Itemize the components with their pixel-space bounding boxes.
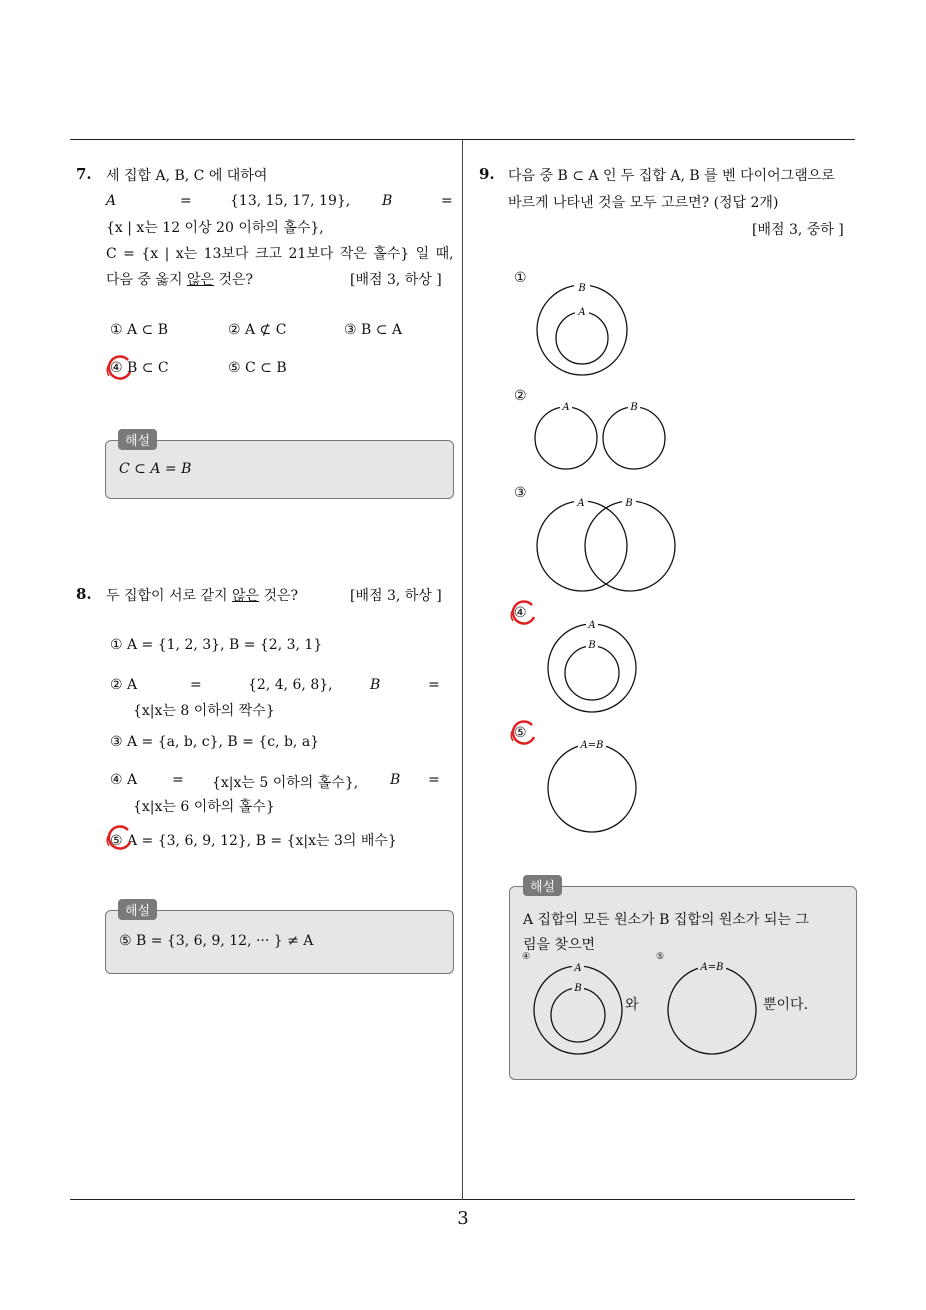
venn-label-b: B: [588, 640, 596, 651]
q7-choice-3[interactable]: ③ B ⊂ A: [344, 322, 403, 338]
solution-venn-4: [530, 962, 630, 1062]
q8-number: 8.: [76, 585, 92, 603]
q9-line2: 바르게 나타낸 것을 모두 고르면? (정답 2개): [508, 195, 779, 211]
q8-choice-1[interactable]: ① A = {1, 2, 3}, B = {2, 3, 1}: [110, 637, 323, 653]
q7-choice-5[interactable]: ⑤ C ⊂ B: [228, 360, 287, 376]
q7-choice-4[interactable]: ④ B ⊂ C: [110, 360, 169, 376]
q7-line2-eq2: =: [441, 193, 453, 209]
solution-venn-5: [664, 962, 764, 1062]
q7-solution-tag: 해설: [118, 429, 157, 450]
q9-solution-num-5: ⑤: [656, 952, 665, 962]
q7-score: [배점 3, 하상 ]: [350, 272, 442, 288]
q7-solution-text: C ⊂ A = B: [119, 461, 192, 477]
q8-choice-2-b: B: [370, 677, 381, 693]
q7-line2-b: B: [382, 193, 393, 209]
q8-choice-5[interactable]: ⑤ A = {3, 6, 9, 12}, B = {x|x는 3의 배수}: [110, 833, 397, 849]
q9-option-3[interactable]: ③: [514, 485, 527, 501]
venn-diagram-2: [534, 400, 674, 480]
q7-line2-eq: =: [180, 193, 192, 209]
venn-label-a: A: [577, 498, 585, 509]
q7-line4: C = {x | x는 13보다 크고 21보다 작은 홀수} 일 때,: [106, 246, 454, 262]
q8-choice-2-eq: =: [190, 677, 202, 693]
q8-line1-underline: 않은: [232, 588, 260, 604]
q7-line5-underline: 않은: [186, 272, 215, 288]
q8-choice-4-eq: =: [172, 772, 184, 788]
answer-mark-icon: [508, 599, 538, 629]
q7-line2-a: A: [106, 193, 117, 209]
venn-label-b: B: [578, 283, 586, 294]
venn-label-b: B: [625, 498, 633, 509]
q7-choice-2[interactable]: ② A ⊄ C: [228, 322, 287, 338]
venn-label-a: A: [588, 620, 596, 631]
q9-option-1[interactable]: ①: [514, 270, 527, 286]
q7-line5-pre: 다음 중 옳지: [106, 272, 187, 288]
q7-choice-1[interactable]: ① A ⊂ B: [110, 322, 169, 338]
q8-solution-text: ⑤ B = {3, 6, 9, 12, ··· } ≠ A: [119, 933, 314, 949]
q9-solution-line1: A 집합의 모든 원소가 B 집합의 원소가 되는 그: [523, 912, 809, 928]
q8-choice-4-eq2: =: [428, 772, 440, 788]
answer-mark-icon: [104, 824, 134, 854]
q7-line1: 세 집합 A, B, C 에 대하여: [106, 168, 268, 184]
q8-solution-tag: 해설: [118, 899, 157, 920]
venn-label-a: A: [574, 963, 582, 974]
q7-line2-set: {13, 15, 17, 19},: [230, 193, 351, 209]
q9-option-4[interactable]: ④: [514, 605, 527, 621]
q8-choice-2-a[interactable]: ② A: [110, 677, 138, 693]
answer-mark-icon: [508, 719, 538, 749]
q9-score: [배점 3, 중하 ]: [752, 222, 844, 238]
q7-number: 7.: [76, 165, 92, 183]
q8-choice-4-a[interactable]: ④ A: [110, 772, 138, 788]
q9-option-5[interactable]: ⑤: [514, 725, 527, 741]
q7-line5: [106, 269, 253, 289]
q8-choice-2-eq2: =: [428, 677, 440, 693]
venn-diagram-3: [534, 496, 684, 596]
q8-choice-4-line2: {x|x는 6 이하의 홀수}: [133, 799, 275, 815]
venn-label-b: B: [630, 402, 638, 413]
venn-diagram-5: [542, 740, 642, 840]
venn-label-b: B: [574, 983, 582, 994]
q9-solution-end: 뿐이다.: [763, 997, 809, 1013]
venn-diagram-4: [542, 618, 642, 718]
q8-line1-pre: 두 집합이 서로 같지: [106, 588, 232, 604]
answer-mark-icon: [104, 354, 134, 384]
q8-line1-post: 것은?: [259, 588, 299, 604]
q8-choice-2-set: {2, 4, 6, 8},: [248, 677, 333, 693]
q7-line5-post: 것은?: [214, 272, 254, 288]
q8-choice-2-line2: {x|x는 8 이하의 짝수}: [133, 703, 275, 719]
q9-solution-line2: 림을 찾으면: [523, 937, 596, 953]
q9-solution-tag: 해설: [523, 875, 562, 896]
q7-line3: {x | x는 12 이상 20 이하의 홀수},: [106, 220, 324, 236]
venn-label-a: A: [562, 402, 570, 413]
q9-option-2[interactable]: ②: [514, 388, 527, 404]
q8-score: [배점 3, 하상 ]: [350, 588, 442, 604]
q9-solution-wa: 와: [625, 997, 639, 1013]
page-number: 3: [457, 1208, 469, 1229]
venn-diagram-1: [532, 282, 632, 382]
q9-number: 9.: [479, 165, 495, 183]
venn-label-ab: A=B: [580, 740, 604, 751]
q8-choice-3[interactable]: ③ A = {a, b, c}, B = {c, b, a}: [110, 734, 320, 750]
q8-line1: [106, 585, 298, 605]
q9-line1: 다음 중 B ⊂ A 인 두 집합 A, B 를 벤 다이어그램으로: [508, 168, 835, 184]
q8-choice-4-b: B: [390, 772, 401, 788]
q9-solution-num-4: ④: [522, 952, 531, 962]
column-divider: [462, 140, 463, 1200]
venn-label-a: A: [578, 307, 586, 318]
venn-label-ab: A=B: [700, 962, 724, 973]
q8-choice-4-set: {x|x는 5 이하의 홀수},: [212, 775, 359, 791]
